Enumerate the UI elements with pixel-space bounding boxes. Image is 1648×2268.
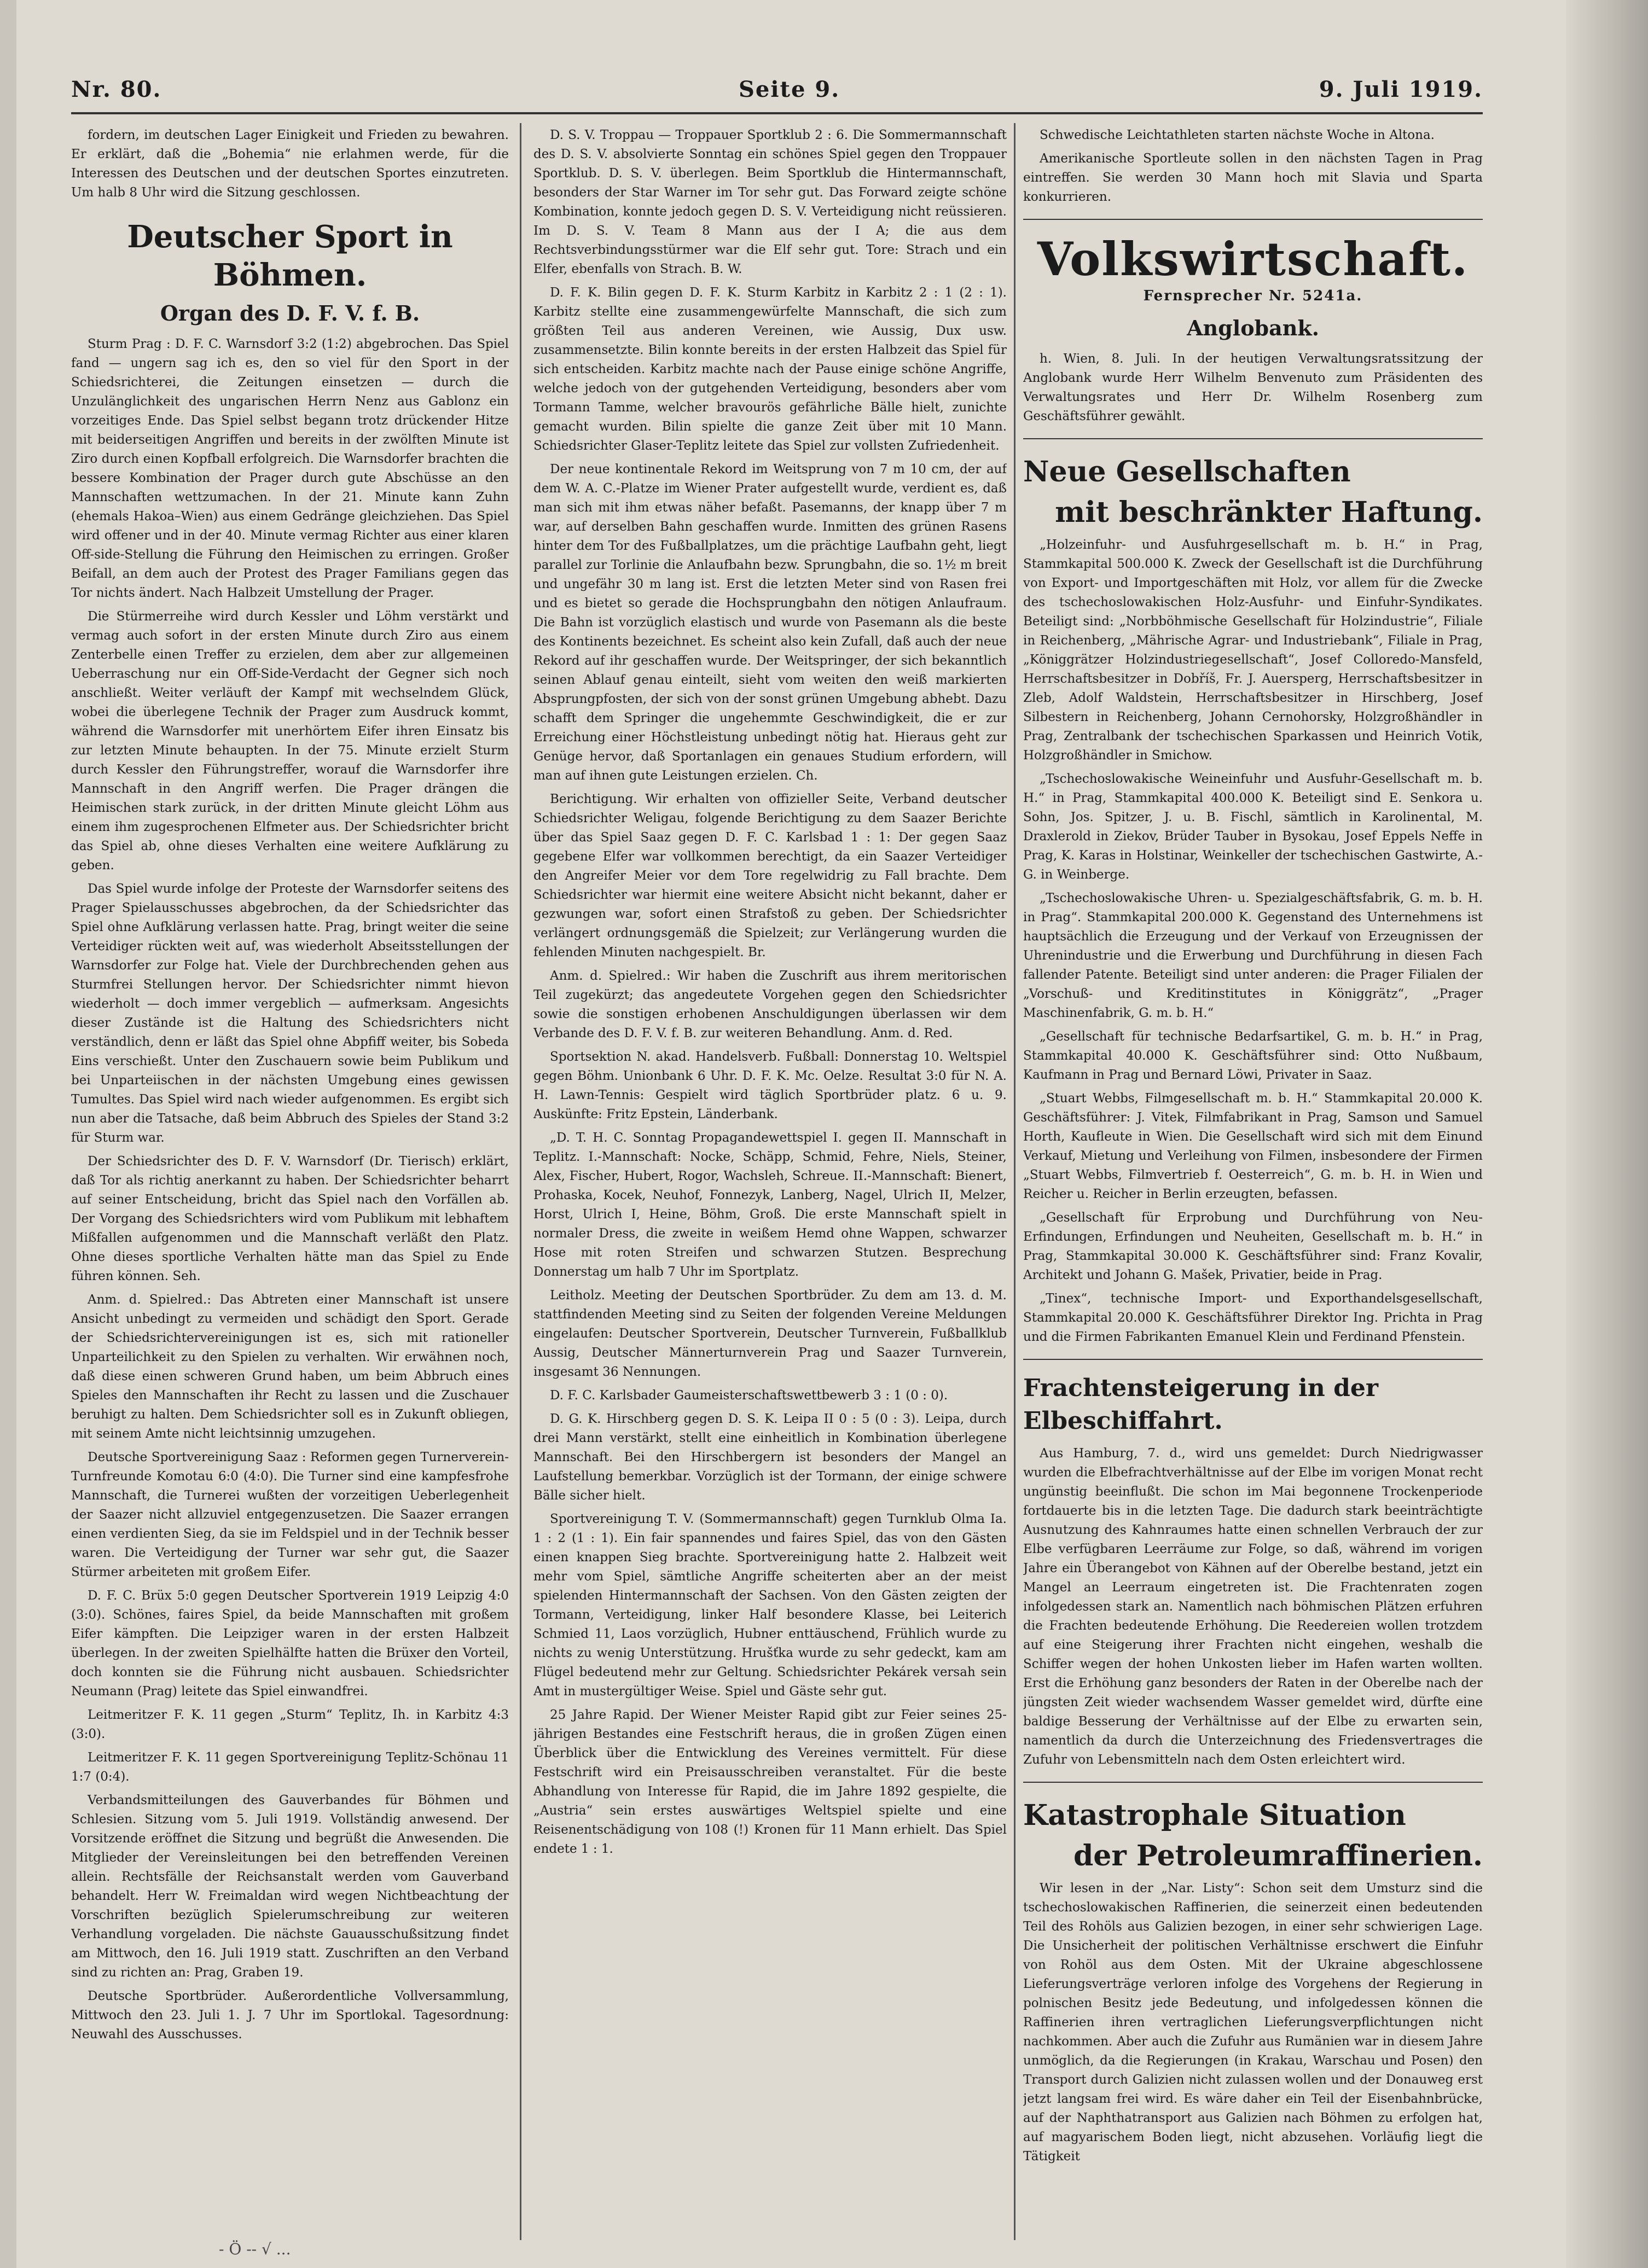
article-paragraph: „Tschechoslowakische Uhren- u. Spezialgeschäftsfabrik, G. m. b. H. in Prag“. Stammkapital 200.000 K. Gegenstand des Unternehmens ist hauptsächlich die Erzeugung und der Verkauf von Erzeugnissen der Uhrenindustrie und die Erwerbung und Durchführung in diesen Fach fallender Patente. Beteiligt sind unter anderen: die Prager Filialen der „Vorschuß- und Kreditinstitutes in Königgrätz“, „Prager Maschinenfabrik, G. m. b. H.“ xyxy=(1023,891,1483,1020)
frachtensteigerung-heading: Frachtensteigerung in der Elbeschiffahrt. xyxy=(1023,1374,1379,1435)
column-divider-1 xyxy=(520,123,521,2240)
article-paragraph: Die Stürmerreihe wird durch Kessler und Löhm verstärkt und vermag auch sofort in der ersten Minute durch Ziro aus einem Zenterbelle einen Treffer zu erzielen, dem aber zur allgemeinen Ueberraschung nur ein Off-Side-Verdacht der Gegner sich noch anschließt. Weiter verläuft der Kampf mit wechselndem Glück, wobei die überlegene Technik der Prager zum Ausdruck kommt, während die Warnsdorfer mit unerhörtem Eifer ihren Einsatz bis zur letzten Minute behaupten. In der 75. Minute erzielt Sturm durch Kessler den Führungstreffer, worauf die Warnsdorfer ihre Mannschaft in den Angriff werfen. Die Prager drängen die Heimischen stark zurück, in der dritten Minute gleicht Löhm aus einem ihm zugesprochenen Elfmeter aus. Der Schiedsrichter bricht das Spiel ab, ohne dieses Verhalten eine weitere Aufklärung zu geben. xyxy=(71,609,509,873)
article-paragraph: Anm. d. Spielred.: Das Abtreten einer Mannschaft ist unsere Ansicht unbedingt zu vermeiden und schädigt den Sport. Gerade der Schiedsrichtervereinigungen ist es, sich mit rationeller Unparteilichkeit zu den Spielen zu verhalten. Wir erwähnen noch, daß diese einen schweren Grund haben, um beim Abbruch eines Spieles den Mannschaften ihr Recht zu lassen und die Zuschauer beruhigt zu halten. Dem Schiedsrichter soll es in Zukunft obliegen, mit seinem Amte nicht leichtsinnig umzugehen. xyxy=(71,1293,509,1441)
article-paragraph: D. S. V. Troppau — Troppauer Sportklub 2 : 6. Die Sommermannschaft des D. S. V. absolvierte Sonntag ein schönes Spiel gegen den Troppauer Sportklub. D. S. V. überlegen. Beim Sportklub die Hintermannschaft, besonders der Star Warner im Tor sehr gut. Das Forward zeigte schöne Kombination, konnte jedoch gegen D. S. V. Verteidigung nicht reüssieren. Im D. S. V. Team 8 Mann aus der I A; die aus dem Rechtsverbindungsstürmer war die Elf sehr gut. Tore: Strach und ein Elfer, ebenfalls von Strach. B. W. xyxy=(533,128,1007,276)
section-separator xyxy=(1023,1359,1483,1360)
article-paragraph: Leitholz. Meeting der Deutschen Sportbrüder. Zu dem am 13. d. M. stattfindenden Meeting sind zu Seiten der folgenden Vereine Meldungen eingelaufen: Deutscher Sportverein, Deutscher Turnverein, Fußballklub Aussig, Deutscher Männerturnverein Prag und Saazer Turnverein, insgesamt 36 Nennungen. xyxy=(533,1288,1007,1379)
article-paragraph: Verbandsmitteilungen des Gauverbandes für Böhmen und Schlesien. Sitzung vom 5. Juli 1919. Vollständig anwesend. Der Vorsitzende eröffnet die Sitzung und begrüßt die Anwesenden. Die Mitglieder der Vereinsleitungen bei den betreffenden Vereinen allein. Rechtsfälle der Reichsanstalt werden vom Gauverband behandelt. Herr W. Freimaldan wird wegen Nichtbeachtung der Vorschriften bezüglich Spielerumschreibung zur weiteren Verhandlung vorgeladen. Die nächste Gauausschußsitzung findet am Mittwoch, den 16. Juli 1919 statt. Zuschriften an den Verband sind zu richten an: Prag, Graben 19. xyxy=(71,1793,509,1980)
section-separator xyxy=(1023,438,1483,439)
article-paragraph: D. F. C. Karlsbader Gaumeisterschaftswettbewerb 3 : 1 (0 : 0). xyxy=(550,1388,948,1403)
article-paragraph: Leitmeritzer F. K. 11 gegen Sportvereinigung Teplitz-Schönau 11 1:7 (0:4). xyxy=(71,1751,509,1784)
page-left-edge xyxy=(0,0,16,2268)
article-paragraph: Deutsche Sportvereinigung Saaz : Reformen gegen Turnerverein-Turnfreunde Komotau 6:0 (4:0). Die Turner sind eine kampfesfrohe Mannschaft, die Turnerei wußten der vorzeitigen Ueberlegenheit der Saazer nicht allzuviel entgegenzusetzen. Die Saazer errangen einen verdienten Sieg, da sie im Feldspiel und in der Technik besser waren. Die Verteidigung der Turner war sehr gut, die Saazer Stürmer arbeiteten mit großem Eifer. xyxy=(71,1450,509,1579)
article-paragraph: „Stuart Webbs, Filmgesellschaft m. b. H.“ Stammkapital 20.000 K. Geschäftsführer: J. Vitek, Filmfabrikant in Prag, Samson und Samuel Horth, Kaufleute in Wien. Die Gesellschaft wird sich mit dem Einund Verkauf, Mietung und Verleihung von Filmen, insbesondere der Firmen „Stuart Webbs, Filmvertrieb f. Oesterreich“, G. m. b. H. in Wien und Reicher u. Reicher in Berlin erzeugten, befassen. xyxy=(1023,1091,1483,1201)
gesellschaften-heading-line2: mit beschränkter Haftung. xyxy=(1055,496,1483,529)
katastrophale-heading-line1: Katastrophale Situation xyxy=(1023,1799,1406,1832)
article-paragraph: „Gesellschaft für Erprobung und Durchführung von Neu-Erfindungen, Erfindungen und Neuheiten, Gesellschaft m. b. H.“ in Prag, Stammkapital 30.000 K. Geschäftsführer sind: Franz Kovalir, Architekt und Johann G. Mašek, Privatier, beide in Prag. xyxy=(1023,1211,1483,1282)
intro-paragraph: fordern, im deutschen Lager Einigkeit und Frieden zu bewahren. Er erklärt, daß die „Bohemia“ nie erlahmen werde, für die Interessen des Deutschen und der deutschen Sportes einzutreten. Um halb 8 Uhr wird die Sitzung geschlossen. xyxy=(71,128,509,200)
article-paragraph: Der Schiedsrichter des D. F. V. Warnsdorf (Dr. Tierisch) erklärt, daß Tor als richtig anerkannt zu haben. Der Schiedsrichter beharrt auf seiner Entscheidung, bricht das Spiel nach den Vorfällen ab. Der Vorgang des Schiedsrichters wird vom Publikum mit lebhaftem Mißfallen aufgenommen und die Mannschaft verläßt den Platz. Ohne dieses sportliche Verhalten hätte man das Spiel zu Ende führen können. Seh. xyxy=(71,1154,509,1283)
gesellschaften-heading-line1: Neue Gesellschaften xyxy=(1023,455,1351,489)
article-paragraph: Aus Hamburg, 7. d., wird uns gemeldet: Durch Niedrigwasser wurden die Elbefrachtverhältnisse auf der Elbe im vorigen Monat recht ungünstig beeinflußt. Die schon im Mai begonnene Trockenperiode fortdauerte bis in die letzten Tage. Die dadurch stark beeinträchtigte Ausnutzung des Kahnraumes hatte einen schnellen Verbrauch der zur Elbe verfügbaren Leerräume zur Folge, so daß, während im vorigen Jahre ein Überangebot von Kähnen auf der Oberelbe bestand, jetzt ein Mangel an Leerraum eingetreten ist. Die Frachtenraten zogen infolgedessen stark an. Namentlich nach böhmischen Plätzen erfuhren die Frachten bedeutende Erhöhung. Die Reedereien wollen trotzdem auf eine Steigerung ihrer Frachten nicht eingehen, weshalb die Schiffer wegen der hohen Unkosten lieber im Hafen warten wollten. Erst die Erhöhung ganz besonders der Raten in der Oberelbe nach der jüngsten Zeit wieder wachsendem Wasser gemeldet wird, dürfte eine baldige Besserung der Verhältnisse auf der Elbe zu erwarten sein, namentlich da durch die Unterzeichnung des Friedensvertrages die Zufuhr von Lebensmitteln nach dem Osten erleichtert wird. xyxy=(1023,1446,1483,1767)
article-paragraph: D. F. K. Bilin gegen D. F. K. Sturm Karbitz in Karbitz 2 : 1 (2 : 1). Karbitz stellte eine zusammengewürfelte Mannschaft, die sich zum größten Teil aus anderen Vereinen, wie Aussig, Dux usw. zusammensetzte. Bilin konnte bereits in der ersten Halbzeit das Spiel für sich entscheiden. Karbitz machte nach der Pause einige schöne Angriffe, welche jedoch von der gutgehenden Verteidigung, besonders aber vom Tormann Tamme, welcher bravourös gefährliche Bälle hielt, zunichte gemacht wurden. Bilin spielte die ganze Zeit über mit 10 Mann. Schiedsrichter Glaser-Teplitz leitete das Spiel zur vollsten Zufriedenheit. xyxy=(533,286,1007,453)
article-paragraph: D. G. K. Hirschberg gegen D. S. K. Leipa II 0 : 5 (0 : 3). Leipa, durch drei Mann verstärkt, stellt eine einheitlich in Kombination überlegene Mannschaft. Bei den Hirschbergern ist besonders der Mangel an Laufstellung bemerkbar. Vorzüglich ist der Tormann, der einige schwere Bälle sicher hielt. xyxy=(533,1412,1007,1503)
article-paragraph: Der neue kontinentale Rekord im Weitsprung von 7 m 10 cm, der auf dem W. A. C.-Platze im Wiener Prater aufgestellt wurde, verdient es, daß man sich mit ihm etwas näher befaßt. Pasemanns, der knapp über 7 m war, auf derselben Bahn geschaffen wurde. Inmitten des grünen Rasens hinter dem Tor des Fußballplatzes, um die prächtige Laufbahn geht, liegt parallel zur Torlinie die Anlaufbahn bezw. Sprungbahn, die so. 1½ m breit und ungefähr 30 m lang ist. Erst die letzten Meter sind von Rasen frei und es bietet so gerade die Hochsprungbahn den nötigen Anlaufraum. Die Bahn ist vorzüglich elastisch und wurde von Pasemann als die beste des Kontinents bezeichnet. Es scheint also kein Zufall, daß auch der neue Rekord auf ihr geschaffen wurde. Der Weitspringer, der sich bekanntlich seinen Ablauf genau einteilt, sieht vom weiten den weiß markierten Absprungpfosten, der sich von der sonst grünen Umgebung abhebt. Dazu schafft dem Springer die ungehemmte Geschwindigkeit, die er zur Erreichung einer Höchstleistung unbedingt nötig hat. Hieraus geht zur Genüge hervor, daß Sportanlagen ein genaues Studium erfordern, will man auf ihnen gute Leistungen erzielen. Ch. xyxy=(533,462,1007,783)
article-paragraph: „Gesellschaft für technische Bedarfsartikel, G. m. b. H.“ in Prag, Stammkapital 40.000 K. Geschäftsführer sind: Otto Nußbaum, Kaufmann in Prag und Bernard Löwi, Privater in Saaz. xyxy=(1023,1030,1483,1082)
section-heading-sport: Deutscher Sport in Böhmen. xyxy=(127,219,453,293)
article-paragraph: Schwedische Leichtathleten starten nächste Woche in Altona. xyxy=(1040,128,1435,142)
footer-marks: - Ö -- √ ... xyxy=(219,2240,291,2258)
article-paragraph: Amerikanische Sportleute sollen in den nächsten Tagen in Prag eintreffen. Sie werden 30 Mann hoch mit Slavia und Sparta konkurrieren. xyxy=(1023,152,1483,204)
article-paragraph: Sturm Prag : D. F. C. Warnsdorf 3:2 (1:2) abgebrochen. Das Spiel fand — ungern sag ich es, den so viel für den Sport in der Schiedsrichterei, die Zeitungen einsetzen — durch die Unzulänglichkeit des ungarischen Herrn Nenz aus Gablonz ein vorzeitiges Ende. Das Spiel selbst begann trotz drückender Hitze mit beiderseitigen Angriffen und bereits in der zwölften Minute ist Ziro durch einen Kopfball erfolgreich. Die Warnsdorfer brachten die bessere Kombination der Prager durch gute Abschüsse an den Mannschaften wettzumachen. In der 21. Minute kann Zuhn (ehemals Hakoa–Wien) aus einem Gedränge gleichziehen. Das Spiel wird offener und in der 40. Minute vermag Richter aus einer klaren Off-side-Stellung die Führung den Heimischen zu erringen. Großer Beifall, an dem auch der Protest des Prager Familians gegen das Tor nichts ändert. Nach Halbzeit Umstellung der Prager. xyxy=(71,337,509,600)
section-separator xyxy=(1023,1782,1483,1783)
issue-date: 9. Juli 1919. xyxy=(1319,77,1483,102)
page-header xyxy=(71,77,1483,115)
column-2 xyxy=(533,126,1007,2248)
phone-number-line: Fernsprecher Nr. 5241a. xyxy=(1143,288,1363,304)
section-separator xyxy=(1023,219,1483,220)
article-paragraph: Sportsektion N. akad. Handelsverb. Fußball: Donnerstag 10. Weltspiel gegen Böhm. Unionbank 6 Uhr. D. F. K. Mc. Oelze. Resultat 3:0 für N. A. H. Lawn-Tennis: Gespielt wird täglich Sportbrüder platz. 6 u. 9. Auskünfte: Fritz Epstein, Länderbank. xyxy=(533,1050,1007,1121)
article-paragraph: Deutsche Sportbrüder. Außerordentliche Vollversammlung, Mittwoch den 23. Juli 1. J. 7 Uhr im Sportlokal. Tagesordnung: Neuwahl des Ausschusses. xyxy=(71,1989,509,2042)
article-paragraph: Sportvereinigung T. V. (Sommermannschaft) gegen Turnklub Olma Ia. 1 : 2 (1 : 1). Ein fair spannendes und faires Spiel, das von den Gästen einen knappen Sieg brachte. Sportvereinigung hatte 2. Halbzeit weit mehr vom Spiel, sämtliche Angriffe scheiterten aber an der meist spielenden Hintermannschaft der Sachsen. Von den Gästen zeigten der Tormann, Verteidigung, linker Half besondere Klasse, bei Leiterich Schmied 11, Laos vorzüglich, Hubner enttäuschend, Frühlich wurde zu nichts zu wenig Unterstützung. Hrušťka wurde zu sehr gedeckt, kam am Flügel bedeutend mehr zur Geltung. Schiedsrichter Pekárek versah sein Amt in mustergültiger Weise. Spiel und Gäste sehr gut. xyxy=(533,1512,1007,1699)
page-number: Seite 9. xyxy=(739,77,840,102)
article-paragraph: Das Spiel wurde infolge der Proteste der Warnsdorfer seitens des Prager Spielausschusses abgebrochen, da der Schiedsrichter das Spiel ohne Aufklärung verlassen hatte. Prag, bringt weiter die seine Verteidiger rückten weit auf, was wiederholt Abseitsstellungen der Warnsdorfer zur Folge hat. Viele der Durchbrechenden gehen aus Sturmfrei Stellungen hervor. Der Schiedsrichter nimmt hievon wiederholt — doch immer vergeblich — aufmerksam. Angesichts dieser Zustände ist die Haltung des Schiedsrichters nicht verständlich, denn er läßt das Spiel ohne Abpfiff weiter, bis Sobeda Eins verschießt. Unter den Zuschauern sowie beim Publikum und bei Unparteiischen in der nächsten Umgebung eines gewissen Tumultes. Das Spiel wird nach wieder aufgenommen. Es ergibt sich nun aber die Tatsache, daß beim Abbruch des Spieles der Stand 3:2 für Sturm war. xyxy=(71,882,509,1145)
section-heading-volkswirtschaft: Volkswirtschaft. xyxy=(1037,232,1469,286)
column-1 xyxy=(71,126,509,2248)
article-paragraph: Wir lesen in der „Nar. Listy“: Schon seit dem Umsturz sind die tschechoslowakischen Raffinerien, die seinerzeit einen bedeutenden Teil des Rohöls aus Galizien bezogen, in einer sehr schwierigen Lage. Die Unsicherheit der politischen Verhältnisse erschwert die Einfuhr von Rohöl aus dem Osten. Mit der Ukraine abgeschlossene Lieferungsverträge verloren infolge des Vorgehens der Regierung in polnischen Besitz jede Bedeutung, und infolgedessen können die Raffinerien ihren vertraglichen Lieferungsverpflichtungen nicht nachkommen. Aber auch die Zufuhr aus Rumänien war in diesem Jahre unmöglich, da die Regierungen (in Krakau, Warschau und Posen) den Transport durch Galizien nicht zulassen wollen und der Donauweg erst jetzt langsam frei wird. Es wäre daher ein Teil der Eisenbahnbrücke, auf der Naphthatransport aus Galizien nach Böhmen zu erfolgen hat, auf magyarischem Boden liegt, nicht abzusehen. Vorläufig liegt die Tätigkeit xyxy=(1023,1881,1483,2164)
anglobank-heading: Anglobank. xyxy=(1187,316,1319,340)
header-rule xyxy=(71,112,1483,114)
article-paragraph: Anm. d. Spielred.: Wir haben die Zuschrift aus ihrem meritorischen Teil zugekürzt; das angedeutete Vorgehen gegen den Schiedsrichter sowie die sonstigen erhobenen Anschuldigungen überlassen wir dem Verbande des D. F. V. f. B. zur weiteren Behandlung. Anm. d. Red. xyxy=(533,969,1007,1040)
article-paragraph: Berichtigung. Wir erhalten von offizieller Seite, Verband deutscher Schiedsrichter Weligau, folgende Berichtigung zu dem Saazer Berichte über das Spiel Saaz gegen D. F. C. Karlsbad 1 : 1: Der gegen Saaz gegebene Elfer war vollkommen berechtigt, da ein Saazer Verteidiger den Angreifer Meier vor dem Tore regelwidrig zu Fall brachte. Dem Schiedsrichter war hiermit eine weitere Absicht nicht bekannt, daher er gezwungen war, sofort einen Strafstoß zu geben. Der Schiedsrichter verlängert ordnungsgemäß die Spielzeit; zur Verlängerung wurden die fehlenden Minuten nachgespielt. Br. xyxy=(533,792,1007,959)
katastrophale-heading-line2: der Petroleumraffinerien. xyxy=(1073,1839,1483,1872)
article-paragraph: Leitmeritzer F. K. 11 gegen „Sturm“ Teplitz, Ih. in Karbitz 4:3 (3:0). xyxy=(71,1708,509,1741)
issue-number: Nr. 80. xyxy=(71,77,162,102)
article-paragraph: 25 Jahre Rapid. Der Wiener Meister Rapid gibt zur Feier seines 25-jährigen Bestandes eine Festschrift heraus, die in großen Zügen einen Überblick über die Entwicklung des Vereines vermittelt. Für diese Festschrift wird ein Preisausschreiben veranstaltet. Für die beste Abhandlung von Interesse für Rapid, die im Jahre 1892 gespielte, die „Austria“ sein erstes auswärtiges Weltspiel spielte und eine Reisenentschädigung von 108 (!) Kronen für 11 Mann erhielt. Das Spiel endete 1 : 1. xyxy=(533,1708,1007,1856)
article-paragraph: „Holzeinfuhr- und Ausfuhrgesellschaft m. b. H.“ in Prag, Stammkapital 500.000 K. Zweck der Gesellschaft ist die Durchführung von Export- und Importgeschäften mit Holz, vor allem für die Zwecke des tschechoslowakischen Holz-Ausfuhr- und Einfuhr-Syndikates. Beteiligt sind: „Norbböhmische Gesellschaft für Holzindustrie“, Filiale in Reichenberg, „Mährische Agrar- und Industriebank“, Filiale in Prag, „Königgrätzer Holzindustriegesellschaft“, Josef Colloredo-Mansfeld, Herrschaftsbesitzer in Dobříš, Fr. J. Auersperg, Herrschaftsbesitzer in Zleb, Adolf Waldstein, Herrschaftsbesitzer in Hirschberg, Josef Silbestern in Reichenberg, Johann Cernohorsky, Holzgroßhändler in Prag, Zentralbank der tschechischen Sparkassen und Heinrich Votik, Holzgroßhändler in Smichow. xyxy=(1023,538,1483,763)
page-right-shadow xyxy=(1566,0,1648,2268)
article-paragraph: „Tschechoslowakische Weineinfuhr und Ausfuhr-Gesellschaft m. b. H.“ in Prag, Stammkapital 400.000 K. Beteiligt sind E. Senkora u. Sohn, Jos. Spitzer, J. u. B. Fischl, sämtlich in Karolinental, M. Draxlerold in Ziekov, Brüder Tauber in Bysokau, Josef Eppels Neffe in Prag, K. Karas in Holstinar, Weinkeller der tschechischen Gastwirte, A.-G. in Weinberge. xyxy=(1023,772,1483,882)
article-paragraph: h. Wien, 8. Juli. In der heutigen Verwaltungsratssitzung der Anglobank wurde Herr Wilhelm Benvenuto zum Präsidenten des Verwaltungsrates und Herr Dr. Wilhelm Rosenberg zum Geschäftsführer gewählt. xyxy=(1023,352,1483,423)
column-divider-2 xyxy=(1014,123,1016,2240)
column-3 xyxy=(1023,126,1483,2248)
section-subheading-organ: Organ des D. F. V. f. B. xyxy=(160,301,420,325)
article-paragraph: „Tinex“, technische Import- und Exporthandelsgesellschaft, Stammkapital 20.000 K. Geschäftsführer Direktor Ing. Prichta in Prag und die Firmen Fabrikanten Emanuel Klein und Ferdinand Pfenstein. xyxy=(1023,1292,1483,1344)
article-paragraph: D. F. C. Brüx 5:0 gegen Deutscher Sportverein 1919 Leipzig 4:0 (3:0). Schönes, faires Spiel, da beide Mannschaften mit großem Eifer kämpften. Die Leipziger waren in der ersten Halbzeit überlegen. In der zweiten Spielhälfte hatten die Brüxer den Vorteil, doch konnten sie die Führung nicht ausbauen. Schiedsrichter Neumann (Prag) leitete das Spiel einwandfrei. xyxy=(71,1589,509,1699)
article-paragraph: „D. T. H. C. Sonntag Propagandewettspiel I. gegen II. Mannschaft in Teplitz. I.-Mannschaft: Nocke, Schäpp, Schmid, Fehre, Niels, Steiner, Alex, Fischer, Hubert, Rogor, Wachsleh, Schreue. II.-Mannschaft: Bienert, Prohaska, Kocek, Neuhof, Fonnezyk, Lanberg, Nagel, Ulrich II, Melzer, Horst, Ulrich I, Heine, Böhm, Groß. Die erste Mannschaft spielt in normaler Dress, die zweite in weißem Hemd ohne Wappen, schwarzer Hose mit roten Streifen und schwarzen Stutzen. Besprechung Donnerstag um halb 7 Uhr im Sportplatz. xyxy=(533,1131,1007,1279)
